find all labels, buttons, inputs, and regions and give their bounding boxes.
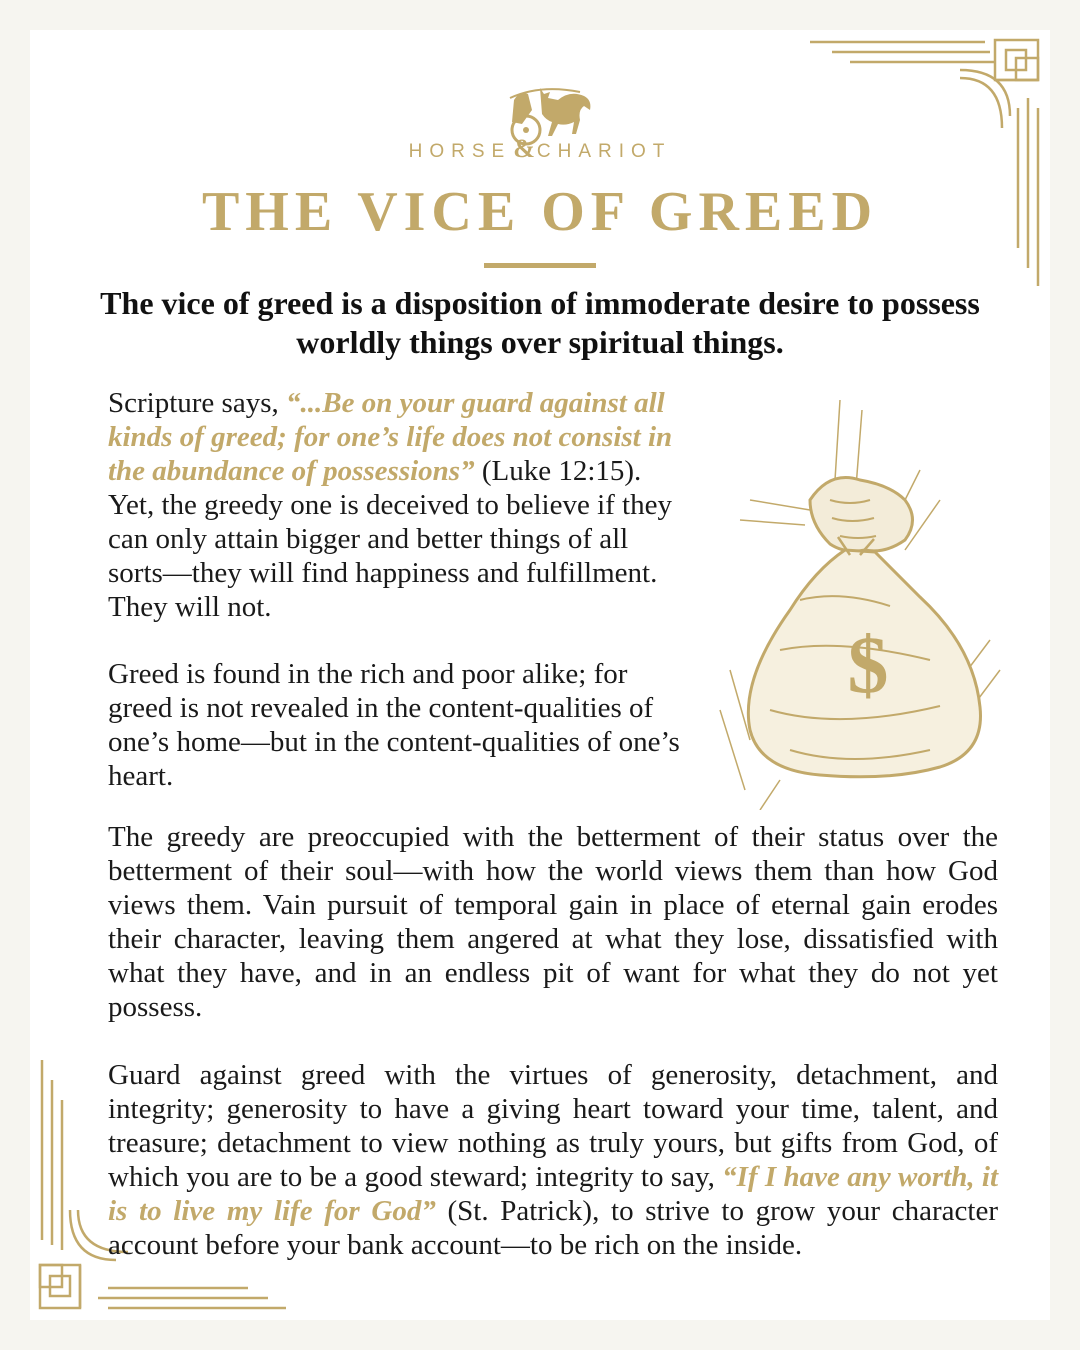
- brand-ampersand: &: [513, 134, 535, 163]
- scripture-intro: Scripture says,: [108, 387, 286, 419]
- dollar-sign: $: [847, 619, 889, 710]
- paragraph-rich-and-poor: Greed is found in the rich and poor alike; for greed is not revealed in the content-qualities of one’s home—but in the content-qualities of one’s heart.: [108, 658, 680, 792]
- poster-card: [30, 30, 1050, 1320]
- brand-wordmark: [260, 134, 820, 164]
- money-bag-icon: [690, 390, 1010, 810]
- brand-name-right: CHARIOT: [536, 141, 672, 162]
- guard-intro: Guard against greed with the virtues of generosity, detachment, and integrity; generosity to have a giving heart toward your time, talent, and treasure; detachment to view nothing as truly yours, but gifts from God, of which you are to be a good steward; integrity to say,: [108, 1059, 998, 1193]
- guard-rest: (St. Patrick), to strive to grow your character account before your bank account—to be rich on the inside.: [108, 1195, 998, 1261]
- brand-name-left: HORSE: [408, 141, 512, 162]
- paragraph-scripture: [108, 386, 688, 624]
- scripture-quote: “...Be on your guard against all kinds of greed; for one’s life does not consist in the abundance of possessions”: [108, 387, 673, 487]
- paragraph-guard: [108, 1058, 998, 1262]
- lead-definition: The vice of greed is a disposition of immoderate desire to possess worldly things over spiritual things.: [100, 285, 980, 360]
- art-deco-corner-top-right: [810, 38, 1042, 288]
- scripture-rest: (Luke 12:15). Yet, the greedy one is deceived to believe if they can only attain bigger and better things of all sorts—they will find happiness and fulfillment. They will not.: [108, 455, 672, 623]
- patrick-quote: “If I have any worth, it is to live my life for God”: [108, 1161, 999, 1227]
- page-title: THE VICE OF GREED: [201, 181, 879, 243]
- title-divider: [484, 263, 596, 268]
- paragraph-preoccupied: The greedy are preoccupied with the betterment of their status over the betterment of their soul—with how the world views them than how God views them. Vain pursuit of temporal gain in place of eternal gain erodes their character, leaving them angered at what they lose, dissatisfied with what they have, and in an endless pit of want for what they do not yet possess.: [108, 821, 998, 1023]
